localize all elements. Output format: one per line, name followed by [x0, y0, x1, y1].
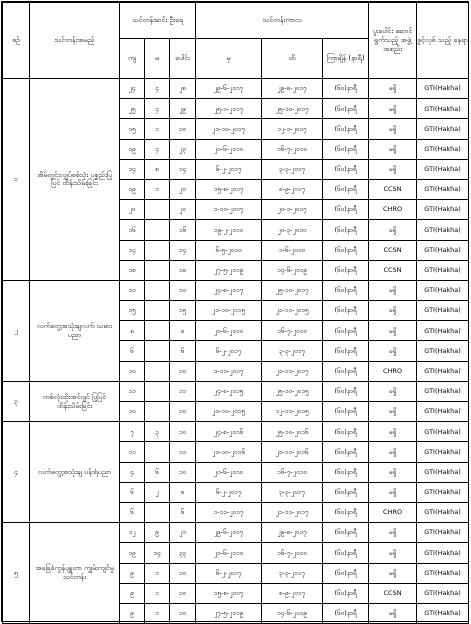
cell-male: ၁၅	[120, 119, 145, 139]
cell-venue: GTI(Hakha)	[417, 99, 469, 119]
cell-to: ၂၉-၈-၂၀၁၇	[262, 523, 323, 543]
cell-from: ၆-၂-၂၀၁၇	[196, 159, 262, 179]
cell-duration: (၆၀)နာရီ	[323, 321, 369, 341]
course-name: လက်တွေ့အသုံးချလက် သမားပညာ	[30, 280, 120, 381]
table-row	[3, 79, 469, 99]
group-no: ၁	[3, 79, 30, 281]
cell-female	[145, 321, 170, 341]
cell-coorg: မရှိ	[369, 220, 417, 240]
cell-total: ၂၀	[170, 179, 196, 199]
header-course: သင်တန်းအမည်	[30, 3, 120, 79]
cell-female: ၁	[145, 563, 170, 583]
cell-total: ၁၀	[170, 402, 196, 422]
cell-venue: GTI(Hakha)	[417, 321, 469, 341]
cell-duration: (၆၀)နာရီ	[323, 79, 369, 99]
cell-male: ၁၁	[120, 381, 145, 401]
cell-duration: (၆၀)နာရီ	[323, 361, 369, 381]
cell-total: ၃၃	[170, 543, 196, 563]
cell-total: ၁၀	[170, 603, 196, 623]
cell-coorg: CHRO	[369, 502, 417, 522]
cell-male: ၁၉	[120, 139, 145, 159]
cell-venue: GTI(Hakha)	[417, 543, 469, 563]
cell-female	[145, 502, 170, 522]
group-no: ၅	[3, 523, 30, 624]
cell-total: ၁၀	[170, 563, 196, 583]
cell-venue: GTI(Hakha)	[417, 200, 469, 220]
cell-from: ၂၇-၅-၂၀၁၉	[196, 603, 262, 623]
cell-duration: (၆၀)နာရီ	[323, 523, 369, 543]
cell-coorg: CCSN	[369, 179, 417, 199]
cell-to: ၂၁-၁၁-၂၀၁၆	[262, 442, 323, 462]
cell-to: ၁၄-၆-၂၀၁၉	[262, 603, 323, 623]
cell-male: ၁၉	[120, 179, 145, 199]
cell-from: ၆-၂-၂၀၁၇	[196, 482, 262, 502]
cell-to: ၁၂-၁-၂၀၁၇	[262, 119, 323, 139]
cell-male: ၈	[120, 321, 145, 341]
cell-duration: (၆၀)နာရီ	[323, 179, 369, 199]
cell-to: ၂၀-၃-၂၀၁၀	[262, 220, 323, 240]
cell-to: ၁၄-၆-၂၀၁၉	[262, 260, 323, 280]
cell-duration: (၆၀)နာရီ	[323, 402, 369, 422]
cell-total: ၂၁	[170, 523, 196, 543]
cell-to: ၃-၃-၂၀၁၇	[262, 482, 323, 502]
group-no: ၂	[3, 280, 30, 381]
cell-to: ၂၉-၈-၂၀၁၇	[262, 79, 323, 99]
cell-to: ၁၆-၇-၂၀၁၀	[262, 139, 323, 159]
cell-female: ၄	[145, 99, 170, 119]
cell-male: ၆	[120, 502, 145, 522]
cell-total: ၁၀	[170, 583, 196, 603]
cell-venue: GTI(Hakha)	[417, 341, 469, 361]
cell-coorg: မရှိ	[369, 543, 417, 563]
cell-from: ၂၅-၁-၂၀၁၇	[196, 99, 262, 119]
cell-venue: GTI(Hakha)	[417, 482, 469, 502]
cell-duration: (၆၀)နာရီ	[323, 603, 369, 623]
cell-female: ၃	[145, 422, 170, 442]
cell-duration: (၆၀)နာရီ	[323, 260, 369, 280]
cell-coorg: မရှိ	[369, 280, 417, 300]
cell-male: ၁၄	[120, 240, 145, 260]
header-coorg: ပူးပေါင်း ဆောင် ရွက်သည့် အဖွဲ့အစည်း	[369, 3, 417, 79]
cell-venue: GTI(Hakha)	[417, 381, 469, 401]
table-row	[3, 381, 469, 401]
cell-to: ၁၂-၁၁-၂၀၁၅	[262, 402, 323, 422]
cell-duration: (၆၀)နာရီ	[323, 200, 369, 220]
cell-duration: (၆၀)နာရီ	[323, 563, 369, 583]
table-body	[3, 79, 469, 624]
group-no: ၃	[3, 381, 30, 421]
cell-to: ၈-၉-၂၀၁၇	[262, 583, 323, 603]
cell-total: ၁၅	[170, 301, 196, 321]
cell-from: ၂၄-၈-၂၀၁၅	[196, 381, 262, 401]
cell-from: ၂၉-၆-၂၀၁၇	[196, 523, 262, 543]
cell-duration: (၆၀)နာရီ	[323, 139, 369, 159]
cell-total: ၁၈	[170, 260, 196, 280]
cell-male: ၉	[120, 583, 145, 603]
cell-total: ၁၀	[170, 422, 196, 442]
cell-from: ၂၀-၆-၂၀၁၀	[196, 543, 262, 563]
table-row	[3, 523, 469, 543]
cell-female: ၉	[145, 523, 170, 543]
cell-total: ၆	[170, 502, 196, 522]
cell-male: ၉	[120, 563, 145, 583]
cell-total: ၂၃	[170, 139, 196, 159]
cell-coorg: CCSN	[369, 583, 417, 603]
cell-venue: GTI(Hakha)	[417, 563, 469, 583]
cell-female	[145, 402, 170, 422]
cell-total: ၁၁	[170, 442, 196, 462]
cell-coorg: မရှိ	[369, 79, 417, 99]
cell-duration: (၆၀)နာရီ	[323, 159, 369, 179]
cell-venue: GTI(Hakha)	[417, 361, 469, 381]
cell-female: ၈	[145, 159, 170, 179]
cell-to: ၂၅-၁၀-၂၀၁၅	[262, 381, 323, 401]
course-name: တစ်လုံးထိုးအင်ဂျင် ပြုပြင်ထိန်းသိမ်းခြင်း	[30, 381, 120, 421]
cell-coorg: CCSN	[369, 260, 417, 280]
cell-total: ၁၀	[170, 280, 196, 300]
cell-venue: GTI(Hakha)	[417, 179, 469, 199]
cell-duration: (၆၀)နာရီ	[323, 240, 369, 260]
cell-male: ၇	[120, 422, 145, 442]
course-name: အခြေခံကွန်ပျူတာ ကျွမ်းကျင်မှု သင်တန်း	[30, 523, 120, 624]
cell-female	[145, 240, 170, 260]
cell-female	[145, 220, 170, 240]
cell-venue: GTI(Hakha)	[417, 583, 469, 603]
cell-coorg: မရှိ	[369, 381, 417, 401]
cell-venue: GTI(Hakha)	[417, 422, 469, 442]
cell-female	[145, 442, 170, 462]
cell-venue: GTI(Hakha)	[417, 280, 469, 300]
cell-total: ၁၄	[170, 240, 196, 260]
cell-total: ၁၀	[170, 361, 196, 381]
cell-female	[145, 341, 170, 361]
cell-total: ၁၀	[170, 119, 196, 139]
cell-coorg: မရှိ	[369, 402, 417, 422]
cell-male: ၁၉	[120, 543, 145, 563]
cell-duration: (၆၀)နာရီ	[323, 502, 369, 522]
cell-duration: (၆၀)နာရီ	[323, 119, 369, 139]
cell-male: ၂၀	[120, 200, 145, 220]
cell-venue: GTI(Hakha)	[417, 119, 469, 139]
cell-from: ၂၀-၁၀-၂၀၁၆	[196, 442, 262, 462]
cell-total: ၁၁	[170, 381, 196, 401]
cell-coorg: မရှိ	[369, 159, 417, 179]
cell-to: ၁၆-၇-၂၀၁၀	[262, 321, 323, 341]
header-period: သင်တန်းကာလ	[196, 3, 369, 39]
cell-from: ၂၀-၆-၂၀၁၀	[196, 321, 262, 341]
cell-male: ၂၄	[120, 79, 145, 99]
cell-coorg: မရှိ	[369, 422, 417, 442]
cell-venue: GTI(Hakha)	[417, 603, 469, 623]
cell-male: ၆	[120, 482, 145, 502]
cell-female	[145, 361, 170, 381]
cell-total: ၂၉	[170, 99, 196, 119]
cell-duration: (၆၀)နာရီ	[323, 583, 369, 603]
training-table	[2, 2, 469, 624]
cell-female: ၆	[145, 462, 170, 482]
cell-to: ၃-၃-၂၀၁၇	[262, 341, 323, 361]
cell-duration: (၆၀)နာရီ	[323, 422, 369, 442]
header-trainees: သင်တန်းဆင်း ဦးရေ	[120, 3, 196, 39]
cell-duration: (၆၀)နာရီ	[323, 99, 369, 119]
cell-total: ၁၆	[170, 220, 196, 240]
cell-duration: (၆၀)နာရီ	[323, 220, 369, 240]
cell-to: ၂၅-၁၀-၂၀၁၇	[262, 99, 323, 119]
cell-total: ၂၀	[170, 200, 196, 220]
cell-male: ၁၆	[120, 220, 145, 240]
cell-total: ၁၀	[170, 462, 196, 482]
cell-male: ၆	[120, 341, 145, 361]
header-no: စဉ်	[3, 3, 30, 79]
cell-male: ၉	[120, 603, 145, 623]
cell-venue: GTI(Hakha)	[417, 523, 469, 543]
cell-from: ၁-၁၁-၂၀၁၇	[196, 502, 262, 522]
cell-to: ၁-၆-၂၀၁၀	[262, 240, 323, 260]
cell-venue: GTI(Hakha)	[417, 462, 469, 482]
cell-male: ၁၈	[120, 260, 145, 280]
cell-to: ၁၆-၇-၂၀၁၀	[262, 543, 323, 563]
cell-venue: GTI(Hakha)	[417, 402, 469, 422]
cell-female	[145, 301, 170, 321]
cell-coorg: မရှိ	[369, 139, 417, 159]
cell-female: ၁	[145, 583, 170, 603]
header-from: မှ	[196, 39, 262, 79]
cell-from: ၁၉-၂-၂၀၁၀	[196, 220, 262, 240]
cell-duration: (၆၀)နာရီ	[323, 543, 369, 563]
cell-to: ၁၆-၇-၂၀၁၀	[262, 462, 323, 482]
cell-total: ၈	[170, 321, 196, 341]
cell-coorg: CHRO	[369, 200, 417, 220]
cell-male: ၁၂	[120, 523, 145, 543]
cell-from: ၁၅-၈-၂၀၁၇	[196, 583, 262, 603]
cell-coorg: CCSN	[369, 240, 417, 260]
cell-male: ၂၅	[120, 99, 145, 119]
cell-from: ၁-၁၁-၂၀၁၇	[196, 361, 262, 381]
cell-from: ၂၀-၁၀-၂၀၁၅	[196, 402, 262, 422]
cell-female: ၄	[145, 79, 170, 99]
cell-to: ၂၅-၁၀-၂၀၁၇	[262, 280, 323, 300]
cell-to: ၂၁-၁၁-၂၀၁၇	[262, 361, 323, 381]
cell-male: ၁၁	[120, 442, 145, 462]
cell-to: ၃-၃-၂၀၁၇	[262, 159, 323, 179]
header-venue: ဖွင့်လှစ် သည့် နေရာ	[417, 3, 469, 79]
cell-from: ၂၄-၈-၂၀၁၆	[196, 422, 262, 442]
cell-female	[145, 381, 170, 401]
cell-coorg: မရှိ	[369, 99, 417, 119]
cell-venue: GTI(Hakha)	[417, 139, 469, 159]
cell-female	[145, 260, 170, 280]
cell-male: ၄	[120, 462, 145, 482]
cell-to: ၂၁-၁၁-၂၀၁၇	[262, 502, 323, 522]
cell-male: ၁၄	[120, 159, 145, 179]
cell-female: ၄	[145, 139, 170, 159]
cell-venue: GTI(Hakha)	[417, 502, 469, 522]
cell-to: ၃-၃-၂၀၁၇	[262, 563, 323, 583]
cell-female: ၁၄	[145, 543, 170, 563]
cell-female	[145, 200, 170, 220]
cell-total: ၆	[170, 341, 196, 361]
cell-male: ၁၀	[120, 361, 145, 381]
header-duration: ကြာချိန် (နာရီ)	[323, 39, 369, 79]
cell-female	[145, 280, 170, 300]
cell-total: ၁၄	[170, 159, 196, 179]
cell-total: ၈	[170, 482, 196, 502]
cell-duration: (၆၀)နာရီ	[323, 280, 369, 300]
cell-venue: GTI(Hakha)	[417, 301, 469, 321]
cell-coorg: မရှိ	[369, 563, 417, 583]
cell-from: ၂၀-၁၀-၂၀၁၇	[196, 119, 262, 139]
cell-from: ၆-၂-၂၀၁၇	[196, 563, 262, 583]
cell-venue: GTI(Hakha)	[417, 79, 469, 99]
cell-coorg: မရှိ	[369, 462, 417, 482]
cell-from: ၂၀-၆-၂၀၁၀	[196, 139, 262, 159]
cell-total: ၂၈	[170, 79, 196, 99]
cell-female: ၂	[145, 482, 170, 502]
header-male: ကျ	[120, 39, 145, 79]
cell-duration: (၆၀)နာရီ	[323, 301, 369, 321]
cell-coorg: မရှိ	[369, 119, 417, 139]
cell-from: ၆-၅-၂၀၁၀	[196, 240, 262, 260]
cell-venue: GTI(Hakha)	[417, 260, 469, 280]
cell-duration: (၆၀)နာရီ	[323, 341, 369, 361]
cell-male: ၁၀	[120, 280, 145, 300]
cell-from: ၁-၁၀-၂၀၁၇	[196, 200, 262, 220]
cell-venue: GTI(Hakha)	[417, 240, 469, 260]
cell-from: ၂၀-၁၀-၂၀၁၅	[196, 301, 262, 321]
cell-venue: GTI(Hakha)	[417, 220, 469, 240]
cell-from: ၂၉-၆-၂၀၁၇	[196, 79, 262, 99]
cell-coorg: မရှိ	[369, 482, 417, 502]
cell-male: ၁၅	[120, 301, 145, 321]
cell-to: ၂၁-၁၁-၂၀၁၅	[262, 301, 323, 321]
table-row	[3, 280, 469, 300]
cell-female: ၁	[145, 179, 170, 199]
table-row	[3, 422, 469, 442]
cell-coorg: မရှိ	[369, 341, 417, 361]
cell-coorg: မရှိ	[369, 603, 417, 623]
cell-from: ၁၅-၈-၂၀၁၇	[196, 179, 262, 199]
cell-coorg: မရှိ	[369, 523, 417, 543]
cell-to: ၂၅-၁၀-၂၀၁၆	[262, 422, 323, 442]
course-name: လက်တွေ့အသုံးချ ပန်းရံပညာ	[30, 422, 120, 523]
cell-from: ၂၇-၅-၂၀၁၉	[196, 260, 262, 280]
cell-coorg: မရှိ	[369, 321, 417, 341]
header-total: ပေါင်း	[170, 39, 196, 79]
cell-duration: (၆၀)နာရီ	[323, 482, 369, 502]
cell-from: ၂၄-၈-၂၀၁၇	[196, 280, 262, 300]
header-female: မ	[145, 39, 170, 79]
cell-coorg: မရှိ	[369, 301, 417, 321]
cell-from: ၆-၂-၂၀၁၇	[196, 341, 262, 361]
cell-to: ၂၀-၁-၂၀၁၇	[262, 200, 323, 220]
cell-coorg: မရှိ	[369, 442, 417, 462]
cell-female: ၁	[145, 603, 170, 623]
cell-duration: (၆၀)နာရီ	[323, 442, 369, 462]
cell-female: ၁	[145, 119, 170, 139]
cell-venue: GTI(Hakha)	[417, 159, 469, 179]
group-no: ၄	[3, 422, 30, 523]
cell-duration: (၆၀)နာရီ	[323, 381, 369, 401]
cell-coorg: CHRO	[369, 361, 417, 381]
cell-venue: GTI(Hakha)	[417, 442, 469, 462]
cell-to: ၈-၉-၂၀၁၇	[262, 179, 323, 199]
cell-male: ၁၀	[120, 402, 145, 422]
cell-from: ၂၀-၆-၂၀၁၀	[196, 462, 262, 482]
cell-duration: (၆၀)နာရီ	[323, 462, 369, 482]
header-to: ထိ	[262, 39, 323, 79]
course-name: အိမ်တွင်းလျှပ်စစ်သုံး ပစ္စည်းပြုပြင် ထိန်းသိမ်းခြင်း	[30, 79, 120, 281]
